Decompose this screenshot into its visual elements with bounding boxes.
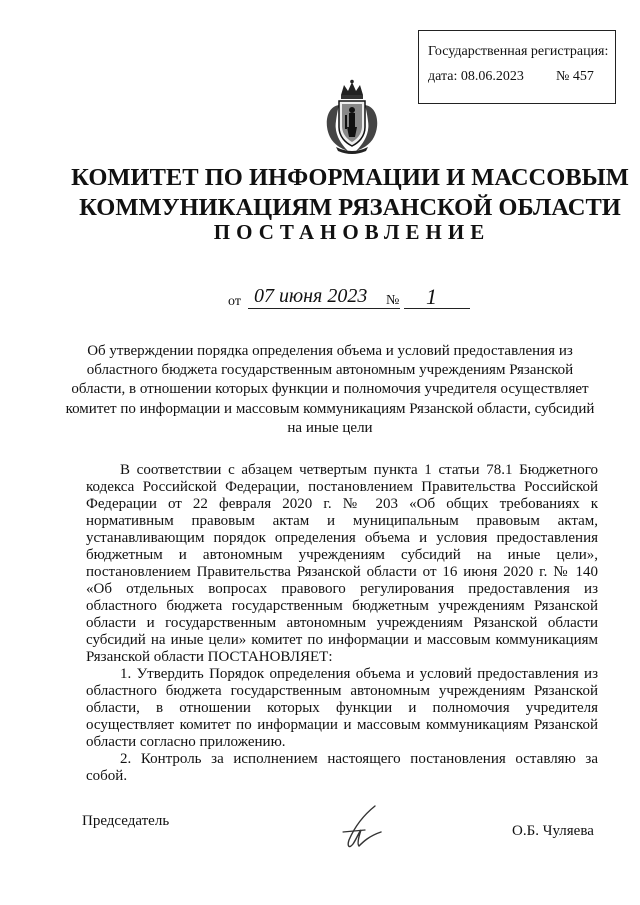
- coat-of-arms-icon: [322, 79, 382, 155]
- date-prefix: от: [228, 294, 241, 309]
- organization-title-line-2: КОММУНИКАЦИЯМ РЯЗАНСКОЙ ОБЛАСТИ: [79, 194, 621, 221]
- document-body: [86, 462, 598, 785]
- registration-title: Государственная регистрация:: [428, 44, 609, 59]
- signatory-title: Председатель: [82, 813, 170, 829]
- registration-date: дата: 08.06.2023: [428, 69, 524, 84]
- document-date: 07 июня 2023: [248, 284, 400, 309]
- organization-title: [60, 163, 640, 223]
- registration-stamp: [418, 30, 616, 104]
- registration-number: № 457: [556, 69, 594, 84]
- item-1-paragraph: 1. Утвердить Порядок определения объема и условий предоставления из областного бюджета государственным автономным учреждениям Рязанской области, в отношении которых функции и полномочия учредителя осуществляет комитет по информации и массовым коммуникациям Рязанской области согласно приложению.: [86, 666, 598, 750]
- preamble-paragraph: В соответствии с абзацем четвертым пункта 1 статьи 78.1 Бюджетного кодекса Российской Федерации, постановлением Правительства Российской Федерации от 22 февраля 2020 г. № 203 «Об общих требованиях к нормативным правовым актам и муниципальным правовым актам, устанавливающим порядок определения объема и условия предоставления бюджетным и автономным учреждениям субсидий на иные цели», постановлением Правительства Рязанской области от 16 июня 2020 г. № 140 «Об отдельных вопросах правового регулирования предоставления из областного бюджета государственным бюджетным учреждениям Рязанской области и государственным автономным учреждениям Рязанской области субсидий на иные цели» комитет по информации и массовым коммуникациям Рязанской области ПОСТАНОВЛЯЕТ:: [86, 462, 598, 665]
- document-subject: Об утверждении порядка определения объема и условий предоставления из областного бюджета государственным автономным учреждениям Рязанской области, в отношении которых функции и полномочия учредителя осуществляет комитет по информации и массовым коммуникациям Рязанской области, субсидий на иные цели: [65, 343, 595, 436]
- document-date-line: [228, 284, 478, 314]
- number-label: №: [386, 293, 400, 308]
- document-number: 1: [404, 284, 470, 309]
- item-2-paragraph: 2. Контроль за исполнением настоящего постановления оставляю за собой.: [86, 751, 598, 784]
- signatory-name: О.Б. Чуляева: [512, 823, 594, 839]
- organization-title-line-1: КОМИТЕТ ПО ИНФОРМАЦИИ И МАССОВЫМ: [71, 164, 629, 191]
- handwritten-signature: [335, 802, 387, 854]
- document-type: ПОСТАНОВЛЕНИЕ: [213, 220, 491, 244]
